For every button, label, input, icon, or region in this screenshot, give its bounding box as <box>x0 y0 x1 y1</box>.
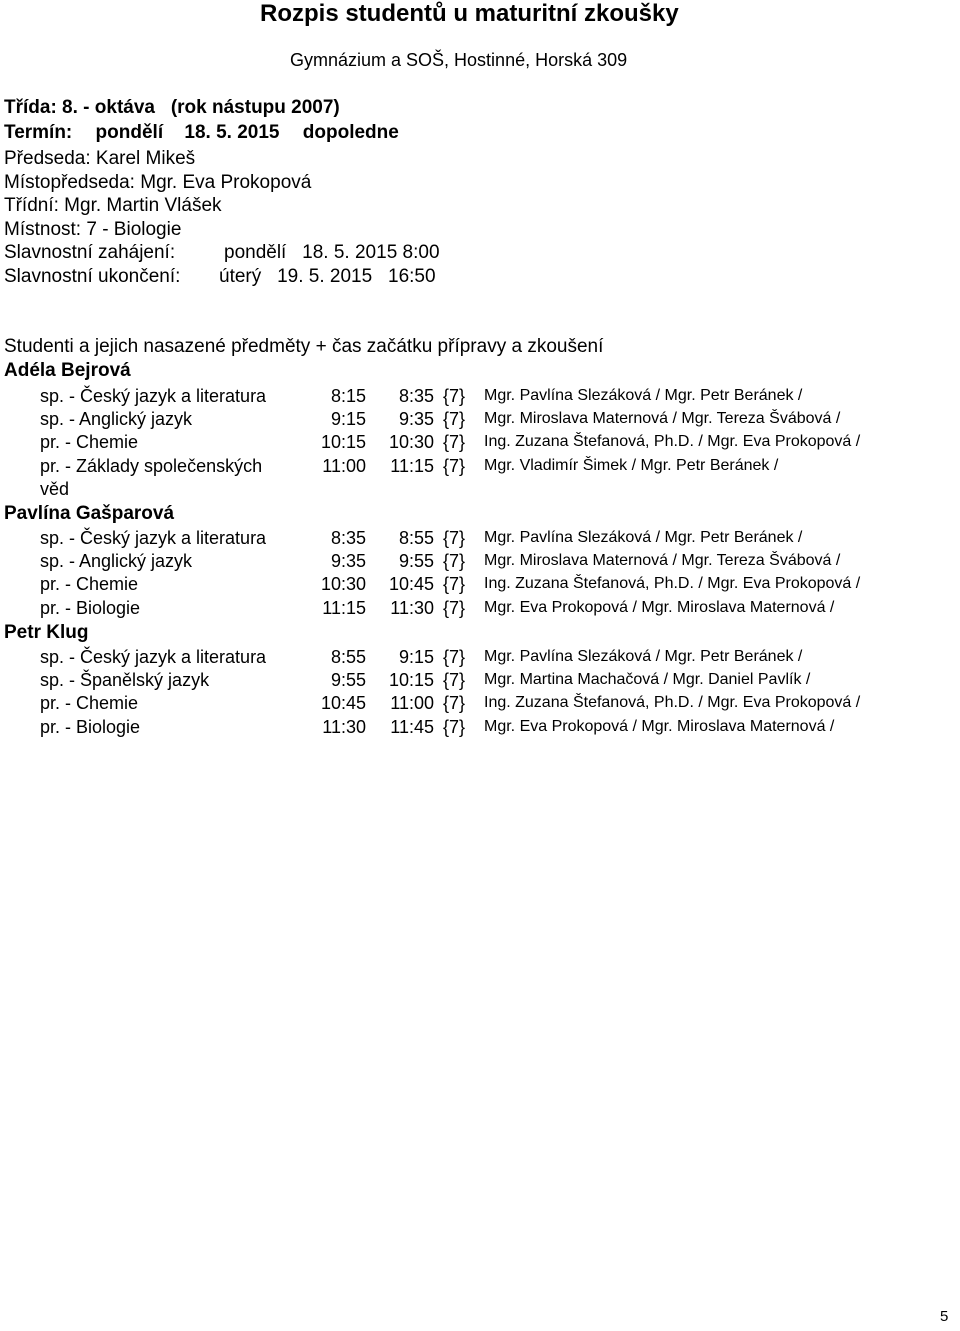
subject: sp. - Český jazyk a literatura <box>40 647 267 667</box>
opening-value: pondělí 18. 5. 2015 8:00 <box>224 242 440 263</box>
subtitle: Studenti a jejich nasazené předměty + čas začátku přípravy a zkoušení <box>4 336 604 357</box>
examiners: Mgr. Pavlína Slezáková / Mgr. Petr Beránek / <box>484 529 803 546</box>
exam-time: 10:15 <box>388 670 434 690</box>
exam-time: 11:45 <box>390 717 434 737</box>
exam-time: 11:00 <box>390 693 434 713</box>
subject: pr. - Chemie <box>40 693 139 713</box>
examiners: Mgr. Eva Prokopová / Mgr. Miroslava Maternová / <box>484 599 835 616</box>
subject: sp. - Anglický jazyk <box>40 551 193 571</box>
chair: Předseda: Karel Mikeš <box>4 148 196 169</box>
room-code: {7} <box>443 670 466 690</box>
prep-time: 8:55 <box>330 647 366 667</box>
closing-label: Slavnostní ukončení: <box>4 266 181 287</box>
school-name: Gymnázium a SOŠ, Hostinné, Horská 309 <box>290 50 628 70</box>
student-name: Pavlína Gašparová <box>4 503 175 524</box>
student-name: Petr Klug <box>4 622 89 643</box>
opening-label: Slavnostní zahájení: <box>4 242 176 263</box>
term-date: 18. 5. 2015 <box>184 122 280 143</box>
exam-row <box>0 717 960 739</box>
examiners: Mgr. Martina Machačová / Mgr. Daniel Pavlík / <box>484 671 811 688</box>
exam-row <box>0 409 960 431</box>
prep-time: 10:45 <box>320 693 366 713</box>
class-teacher: Třídní: Mgr. Martin Vlášek <box>4 195 222 216</box>
examiners: Ing. Zuzana Štefanová, Ph.D. / Mgr. Eva Prokopová / <box>484 575 861 592</box>
prep-time: 8:15 <box>330 386 366 406</box>
exam-time: 9:55 <box>398 551 434 571</box>
room-code: {7} <box>443 456 466 476</box>
subject: pr. - Chemie <box>40 574 139 594</box>
exam-time: 11:30 <box>390 598 434 618</box>
examiners: Mgr. Pavlína Slezáková / Mgr. Petr Beránek / <box>484 648 803 665</box>
subject: pr. - Základy společenských <box>40 456 263 476</box>
term-day: pondělí <box>95 122 164 143</box>
examiners: Mgr. Miroslava Maternová / Mgr. Tereza Švábová / <box>484 410 841 427</box>
exam-row <box>0 528 960 550</box>
subject: sp. - Český jazyk a literatura <box>40 528 267 548</box>
prep-time: 11:30 <box>322 717 366 737</box>
term-label: Termín: <box>4 122 73 143</box>
room-code: {7} <box>443 409 466 429</box>
room-code: {7} <box>443 574 466 594</box>
room-code: {7} <box>443 386 466 406</box>
exam-row <box>0 551 960 573</box>
room-code: {7} <box>443 717 466 737</box>
subject: pr. - Biologie <box>40 717 141 737</box>
subject: sp. - Český jazyk a literatura <box>40 386 267 406</box>
room-code: {7} <box>443 693 466 713</box>
exam-time: 8:55 <box>398 528 434 548</box>
page-number: 5 <box>940 1308 949 1325</box>
exam-time: 9:35 <box>398 409 434 429</box>
subject: sp. - Anglický jazyk <box>40 409 193 429</box>
examiners: Mgr. Miroslava Maternová / Mgr. Tereza Švábová / <box>484 552 841 569</box>
class-line: Třída: 8. - oktáva (rok nástupu 2007) <box>4 97 340 118</box>
exam-row <box>0 432 960 454</box>
exam-row <box>0 386 960 408</box>
exam-time: 10:45 <box>388 574 434 594</box>
closing-line <box>4 266 436 288</box>
subject: pr. - Biologie <box>40 598 141 618</box>
closing-value: úterý 19. 5. 2015 16:50 <box>219 266 436 287</box>
room: Místnost: 7 - Biologie <box>4 219 182 240</box>
exam-time: 9:15 <box>398 647 434 667</box>
room-code: {7} <box>443 598 466 618</box>
examiners: Mgr. Eva Prokopová / Mgr. Miroslava Maternová / <box>484 718 835 735</box>
prep-time: 10:30 <box>320 574 366 594</box>
exam-time: 10:30 <box>388 432 434 452</box>
exam-time: 8:35 <box>398 386 434 406</box>
examiners: Mgr. Vladimír Šimek / Mgr. Petr Beránek / <box>484 457 779 474</box>
vice-chair: Místopředseda: Mgr. Eva Prokopová <box>4 172 312 193</box>
exam-row <box>0 693 960 715</box>
prep-time: 8:35 <box>330 528 366 548</box>
room-code: {7} <box>443 551 466 571</box>
room-code: {7} <box>443 528 466 548</box>
room-code: {7} <box>443 432 466 452</box>
room-code: {7} <box>443 647 466 667</box>
prep-time: 11:00 <box>322 456 366 476</box>
exam-time: 11:15 <box>390 456 434 476</box>
subject: sp. - Španělský jazyk <box>40 670 210 690</box>
subject: pr. - Chemie <box>40 432 139 452</box>
term-line <box>4 122 399 144</box>
examiners: Ing. Zuzana Štefanová, Ph.D. / Mgr. Eva Prokopová / <box>484 694 861 711</box>
exam-row <box>0 670 960 692</box>
term-part: dopoledne <box>302 122 399 143</box>
student-name: Adéla Bejrová <box>4 360 131 381</box>
document-title: Rozpis studentů u maturitní zkoušky <box>260 0 679 27</box>
exam-row <box>0 574 960 596</box>
examiners: Mgr. Pavlína Slezáková / Mgr. Petr Beránek / <box>484 387 803 404</box>
subject-continuation: věd <box>40 479 70 499</box>
opening-line <box>4 242 440 264</box>
exam-row <box>0 598 960 620</box>
prep-time: 9:55 <box>330 670 366 690</box>
examiners: Ing. Zuzana Štefanová, Ph.D. / Mgr. Eva Prokopová / <box>484 433 861 450</box>
prep-time: 11:15 <box>322 598 366 618</box>
exam-row <box>0 647 960 669</box>
prep-time: 10:15 <box>320 432 366 452</box>
prep-time: 9:15 <box>330 409 366 429</box>
exam-row <box>0 456 960 478</box>
prep-time: 9:35 <box>330 551 366 571</box>
